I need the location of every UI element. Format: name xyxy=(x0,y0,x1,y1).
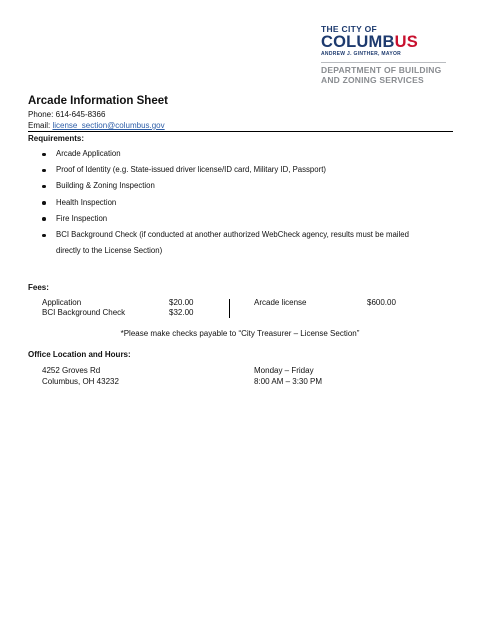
list-item xyxy=(42,146,442,162)
logo-columbus-us: US xyxy=(394,33,418,51)
bullet-icon xyxy=(42,169,46,173)
office-address xyxy=(42,366,119,387)
fee-amount-application: $20.00 xyxy=(169,298,194,307)
requirements-list xyxy=(42,146,442,259)
list-item xyxy=(42,178,442,194)
requirement-text: Proof of Identity (e.g. State-issued driver license/ID card, Military ID, Passport) xyxy=(56,165,326,175)
logo-columbus-main: COLUMB xyxy=(321,33,395,51)
office-hours xyxy=(254,366,322,387)
requirement-text: Fire Inspection xyxy=(56,213,108,223)
list-item-continuation xyxy=(42,243,442,259)
bullet-icon xyxy=(42,185,46,189)
address-line-1: 4252 Groves Rd xyxy=(42,366,101,375)
requirements-heading: Requirements: xyxy=(28,134,85,143)
fee-amount-arcade-license: $600.00 xyxy=(367,298,396,307)
logo-dept-line2: AND ZONING SERVICES xyxy=(321,74,424,85)
logo-divider xyxy=(321,62,446,63)
bullet-icon xyxy=(42,201,46,205)
requirement-text: Building & Zoning Inspection xyxy=(56,181,155,191)
fee-label-application: Application xyxy=(42,298,82,307)
bullet-icon xyxy=(42,153,46,157)
email-link[interactable]: license_section@columbus.gov xyxy=(52,121,165,130)
logo-the-city-text: THE CITY OF xyxy=(321,24,378,34)
logo-dept-line1: DEPARTMENT OF BUILDING xyxy=(321,65,442,75)
list-item xyxy=(42,195,442,211)
email-label: Email: xyxy=(28,121,53,130)
list-item xyxy=(42,211,442,227)
bullet-icon xyxy=(42,217,46,221)
city-of-columbus-logo xyxy=(321,24,456,85)
logo-mayor-text: ANDREW J. GINTHER, MAYOR xyxy=(321,51,402,57)
email-line xyxy=(28,121,165,130)
list-item xyxy=(42,162,442,178)
fee-label-arcade-license: Arcade license xyxy=(254,298,307,307)
logo-columbus-wordmark xyxy=(321,34,456,51)
requirement-text: BCI Background Check (if conducted at another authorized WebCheck agency, results must be mailed xyxy=(56,230,409,240)
phone-number: Phone: 614-645-8366 xyxy=(28,110,106,119)
requirement-text: Arcade Application xyxy=(56,149,121,158)
payment-note: *Please make checks payable to “City Treasurer – License Section” xyxy=(120,329,360,338)
requirement-text: directly to the License Section) xyxy=(56,246,163,256)
list-item xyxy=(42,227,442,243)
fee-label-bci: BCI Background Check xyxy=(42,308,126,317)
requirement-text: Health Inspection xyxy=(56,197,117,207)
hours-line-2: 8:00 AM – 3:30 PM xyxy=(254,376,323,386)
bullet-icon xyxy=(42,234,46,238)
fees-heading: Fees: xyxy=(28,283,49,292)
office-heading: Office Location and Hours: xyxy=(28,350,131,359)
fees-divider xyxy=(229,299,230,318)
fee-amount-bci: $32.00 xyxy=(169,308,194,317)
address-line-2: Columbus, OH 43232 xyxy=(42,376,119,386)
hours-line-1: Monday – Friday xyxy=(254,366,314,375)
header-divider xyxy=(28,131,453,132)
page-title: Arcade Information Sheet xyxy=(28,95,168,107)
